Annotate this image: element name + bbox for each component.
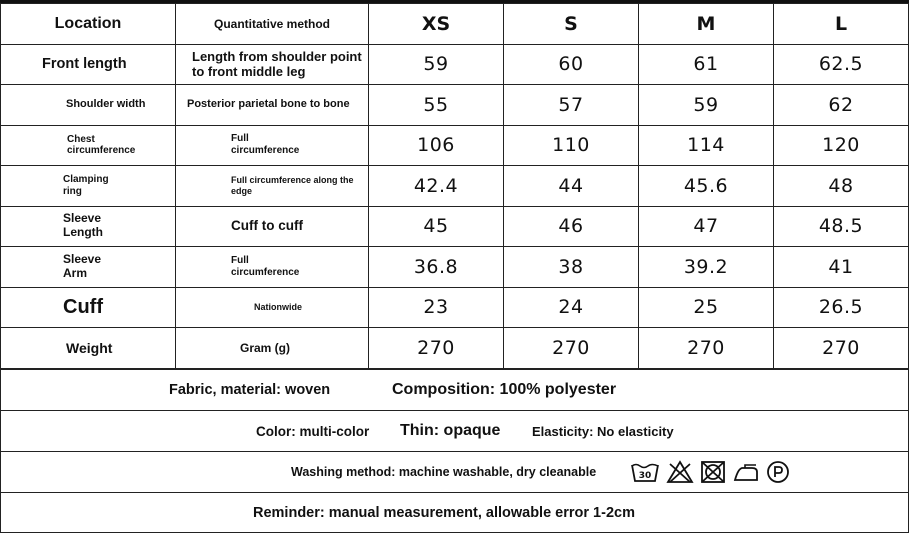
thin-text: Thin: opaque xyxy=(400,422,501,439)
location-cell: Clamping ring xyxy=(1,166,176,207)
method-cell: Length from shoulder point to front middle leg xyxy=(176,44,369,85)
value-cell: 270 xyxy=(639,328,774,369)
table-row xyxy=(1,287,909,328)
reminder-row xyxy=(0,492,909,533)
value-cell: 270 xyxy=(504,328,639,369)
composition-text: Composition: 100% polyester xyxy=(392,381,617,398)
value-cell: 62 xyxy=(774,85,909,126)
table-row xyxy=(1,328,909,369)
table-row xyxy=(1,166,909,207)
method-cell: Gram (g) xyxy=(176,328,369,369)
value-cell: 114 xyxy=(639,125,774,166)
header-method: Quantitative method xyxy=(176,4,369,45)
value-cell: 36.8 xyxy=(369,247,504,288)
location-cell: Sleeve Arm xyxy=(1,247,176,288)
value-cell: 46 xyxy=(504,206,639,247)
location-cell: Shoulder width xyxy=(1,85,176,126)
header-size-m: M xyxy=(639,4,774,45)
value-cell: 59 xyxy=(369,44,504,85)
no-bleach-icon xyxy=(666,460,694,484)
fabric-row xyxy=(0,369,909,411)
no-tumble-dry-icon xyxy=(700,460,726,484)
reminder-text: Reminder: manual measurement, allowable error 1-2cm xyxy=(253,504,635,521)
value-cell: 60 xyxy=(504,44,639,85)
color-text: Color: multi-color xyxy=(256,423,370,439)
method-cell: Full circumference xyxy=(176,125,369,166)
value-cell: 44 xyxy=(504,166,639,207)
washing-text: Washing method: machine washable, dry cleanable xyxy=(291,465,597,479)
location-cell: Front length xyxy=(1,44,176,85)
elasticity-text: Elasticity: No elasticity xyxy=(532,423,674,439)
method-cell: Nationwide xyxy=(176,287,369,328)
value-cell: 61 xyxy=(639,44,774,85)
value-cell: 39.2 xyxy=(639,247,774,288)
value-cell: 55 xyxy=(369,85,504,126)
value-cell: 25 xyxy=(639,287,774,328)
care-icons xyxy=(630,460,790,484)
header-size-l: L xyxy=(774,4,909,45)
header-size-xs: XS xyxy=(369,4,504,45)
method-cell: Posterior parietal bone to bone xyxy=(176,85,369,126)
value-cell: 45.6 xyxy=(639,166,774,207)
size-chart-table xyxy=(0,3,909,369)
location-cell: Cuff xyxy=(1,287,176,328)
table-row xyxy=(1,44,909,85)
header-row xyxy=(1,4,909,45)
value-cell: 42.4 xyxy=(369,166,504,207)
wash-temp-label: 30 xyxy=(638,471,652,481)
value-cell: 41 xyxy=(774,247,909,288)
value-cell: 270 xyxy=(369,328,504,369)
washing-row xyxy=(0,451,909,493)
dry-clean-p-icon xyxy=(766,460,790,484)
table-row xyxy=(1,247,909,288)
value-cell: 106 xyxy=(369,125,504,166)
header-location: Location xyxy=(1,4,176,45)
value-cell: 57 xyxy=(504,85,639,126)
value-cell: 120 xyxy=(774,125,909,166)
value-cell: 45 xyxy=(369,206,504,247)
location-cell: Weight xyxy=(1,328,176,369)
value-cell: 270 xyxy=(774,328,909,369)
color-row xyxy=(0,410,909,452)
table-row xyxy=(1,125,909,166)
wash-30-icon xyxy=(630,460,660,484)
location-cell: Chest circumference xyxy=(1,125,176,166)
value-cell: 48 xyxy=(774,166,909,207)
location-cell: Sleeve Length xyxy=(1,206,176,247)
iron-icon xyxy=(732,460,760,484)
value-cell: 110 xyxy=(504,125,639,166)
value-cell: 62.5 xyxy=(774,44,909,85)
value-cell: 26.5 xyxy=(774,287,909,328)
value-cell: 38 xyxy=(504,247,639,288)
table-row xyxy=(1,206,909,247)
value-cell: 59 xyxy=(639,85,774,126)
value-cell: 48.5 xyxy=(774,206,909,247)
fabric-text: Fabric, material: woven xyxy=(169,382,331,398)
header-size-s: S xyxy=(504,4,639,45)
method-cell: Cuff to cuff xyxy=(176,206,369,247)
table-row xyxy=(1,85,909,126)
method-cell: Full circumference xyxy=(176,247,369,288)
value-cell: 24 xyxy=(504,287,639,328)
method-cell: Full circumference along the edge xyxy=(176,166,369,207)
value-cell: 47 xyxy=(639,206,774,247)
value-cell: 23 xyxy=(369,287,504,328)
